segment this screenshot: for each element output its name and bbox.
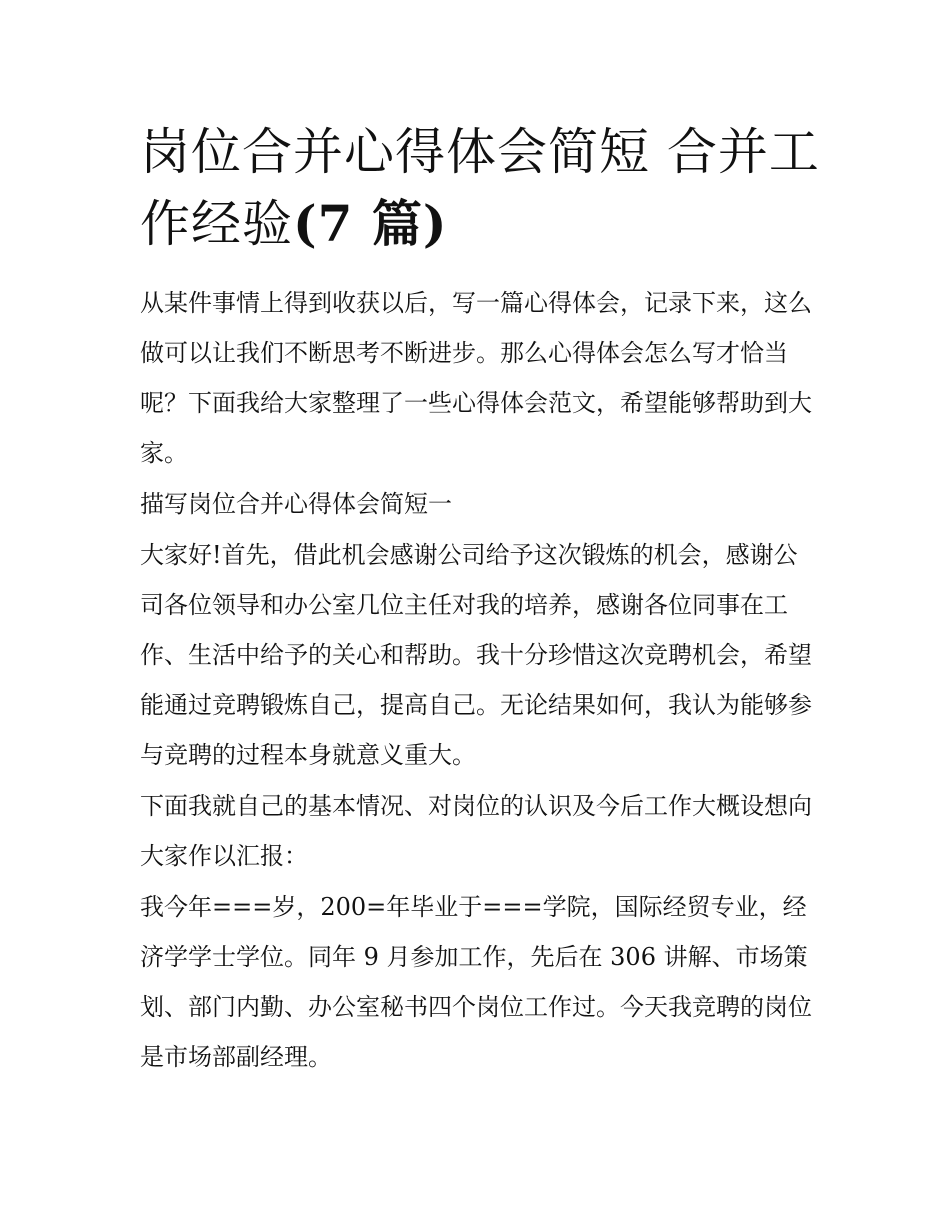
title-main: 岗位合并心得体会简短 合并工作经验	[140, 123, 820, 253]
body-paragraph: 大家好!首先，借此机会感谢公司给予这次锻炼的机会，感谢公司各位领导和办公室几位主任对我的培养，感谢各位同事在工作、生活中给予的关心和帮助。我十分珍惜这次竞聘机会，希望能通过竞聘锻炼自己，提高自己。无论结果如何，我认为能够参与竞聘的过程本身就意义重大。	[140, 541, 812, 769]
body-paragraph: 我今年===岁，200=年毕业于===学院，国际经贸专业，经济学学士学位。同年 9 月参加工作，先后在 306 讲解、市场策划、部门内勤、办公室秘书四个岗位工作过。今天我竞聘的岗位是市场部副经理。	[140, 893, 812, 1071]
body-paragraph: 下面我就自己的基本情况、对岗位的认识及今后工作大概设想向大家作以汇报：	[140, 792, 812, 870]
document-body	[140, 278, 820, 1082]
intro-paragraph: 从某件事情上得到收获以后，写一篇心得体会，记录下来，这么做可以让我们不断思考不断进步。那么心得体会怎么写才恰当呢？下面我给大家整理了一些心得体会范文，希望能够帮助到大家。	[140, 289, 812, 467]
document-title	[140, 116, 820, 260]
section-heading: 描写岗位合并心得体会简短一	[140, 490, 452, 518]
title-count: (7 篇)	[293, 194, 448, 253]
